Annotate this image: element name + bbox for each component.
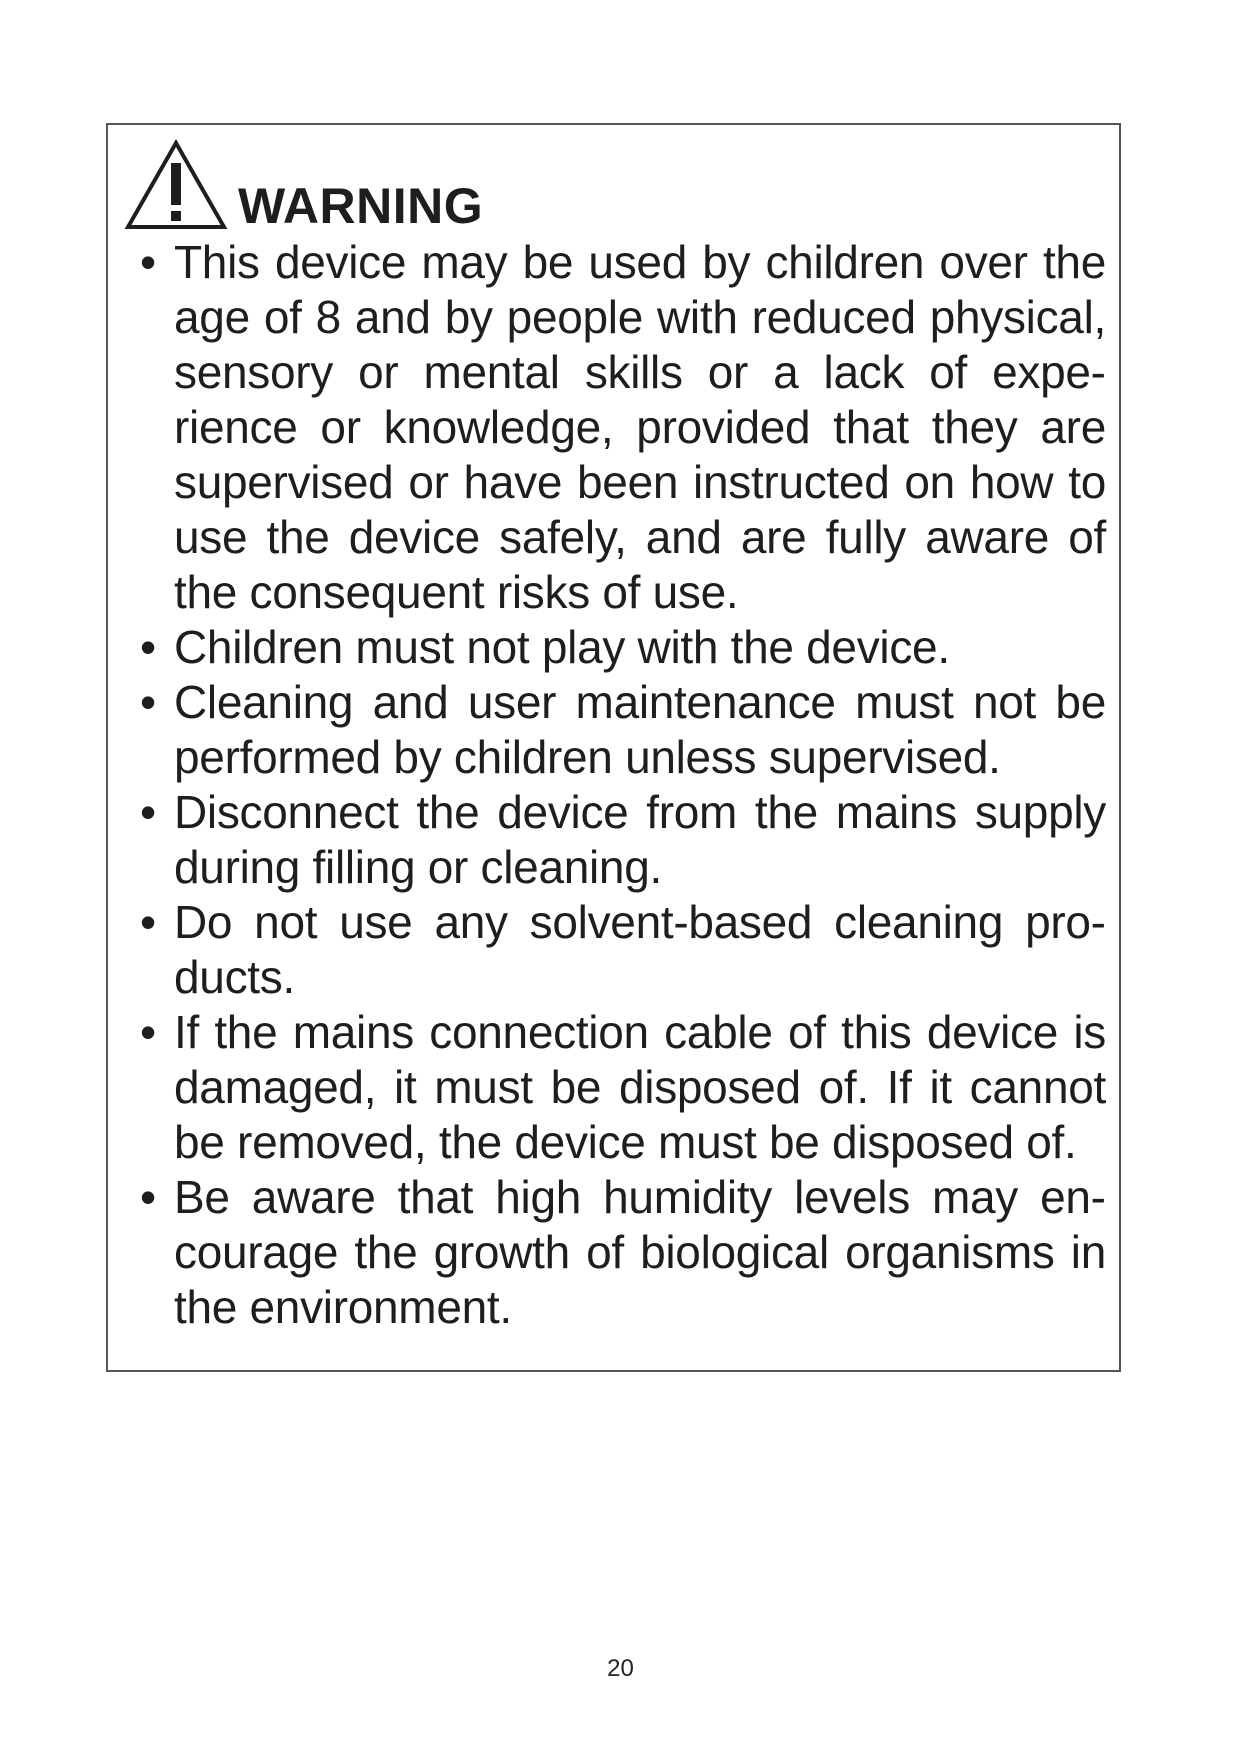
warning-item-text: Children must not play with the device. [174, 621, 950, 673]
bullet-icon: • [140, 676, 156, 728]
warning-item-text: If the mains connection cable of this device is damaged, it must be disposed of. If it cannot be removed, the device must be disposed of. [174, 1006, 1106, 1168]
bullet-icon: • [140, 236, 156, 288]
warning-item [140, 1170, 1106, 1335]
warning-header [124, 139, 1024, 249]
warning-box [106, 123, 1121, 1372]
warning-item-text: Disconnect the device from the mains supply during filling or cleaning. [174, 786, 1106, 893]
warning-item [140, 1005, 1106, 1170]
warning-item-text: Do not use any solvent-based cleaning products. [174, 896, 1106, 1003]
warning-item [140, 675, 1106, 785]
warning-title: WARNING [238, 178, 484, 234]
warning-item-text: Cleaning and user maintenance must not be performed by children unless supervised. [174, 676, 1106, 783]
bullet-icon: • [140, 786, 156, 838]
warning-item [140, 620, 1106, 675]
page-number: 20 [607, 1655, 634, 1682]
bullet-icon: • [140, 1171, 156, 1223]
bullet-icon: • [140, 621, 156, 673]
warning-item-text: Be aware that high humidity levels may encourage the growth of biological organisms in the environment. [174, 1171, 1106, 1333]
warning-item-text: This device may be used by children over the age of 8 and by people with reduced physical, sensory or mental skills or a lack of experience or knowledge, provided that they are supervised or have been instructed on how to use the device safely, and are fully aware of the consequent risks of use. [174, 236, 1106, 618]
warning-list [140, 235, 1106, 1335]
bullet-icon: • [140, 896, 156, 948]
warning-item [140, 235, 1106, 620]
warning-triangle-icon [124, 139, 228, 231]
bullet-icon: • [140, 1006, 156, 1058]
warning-item [140, 785, 1106, 895]
warning-item [140, 895, 1106, 1005]
